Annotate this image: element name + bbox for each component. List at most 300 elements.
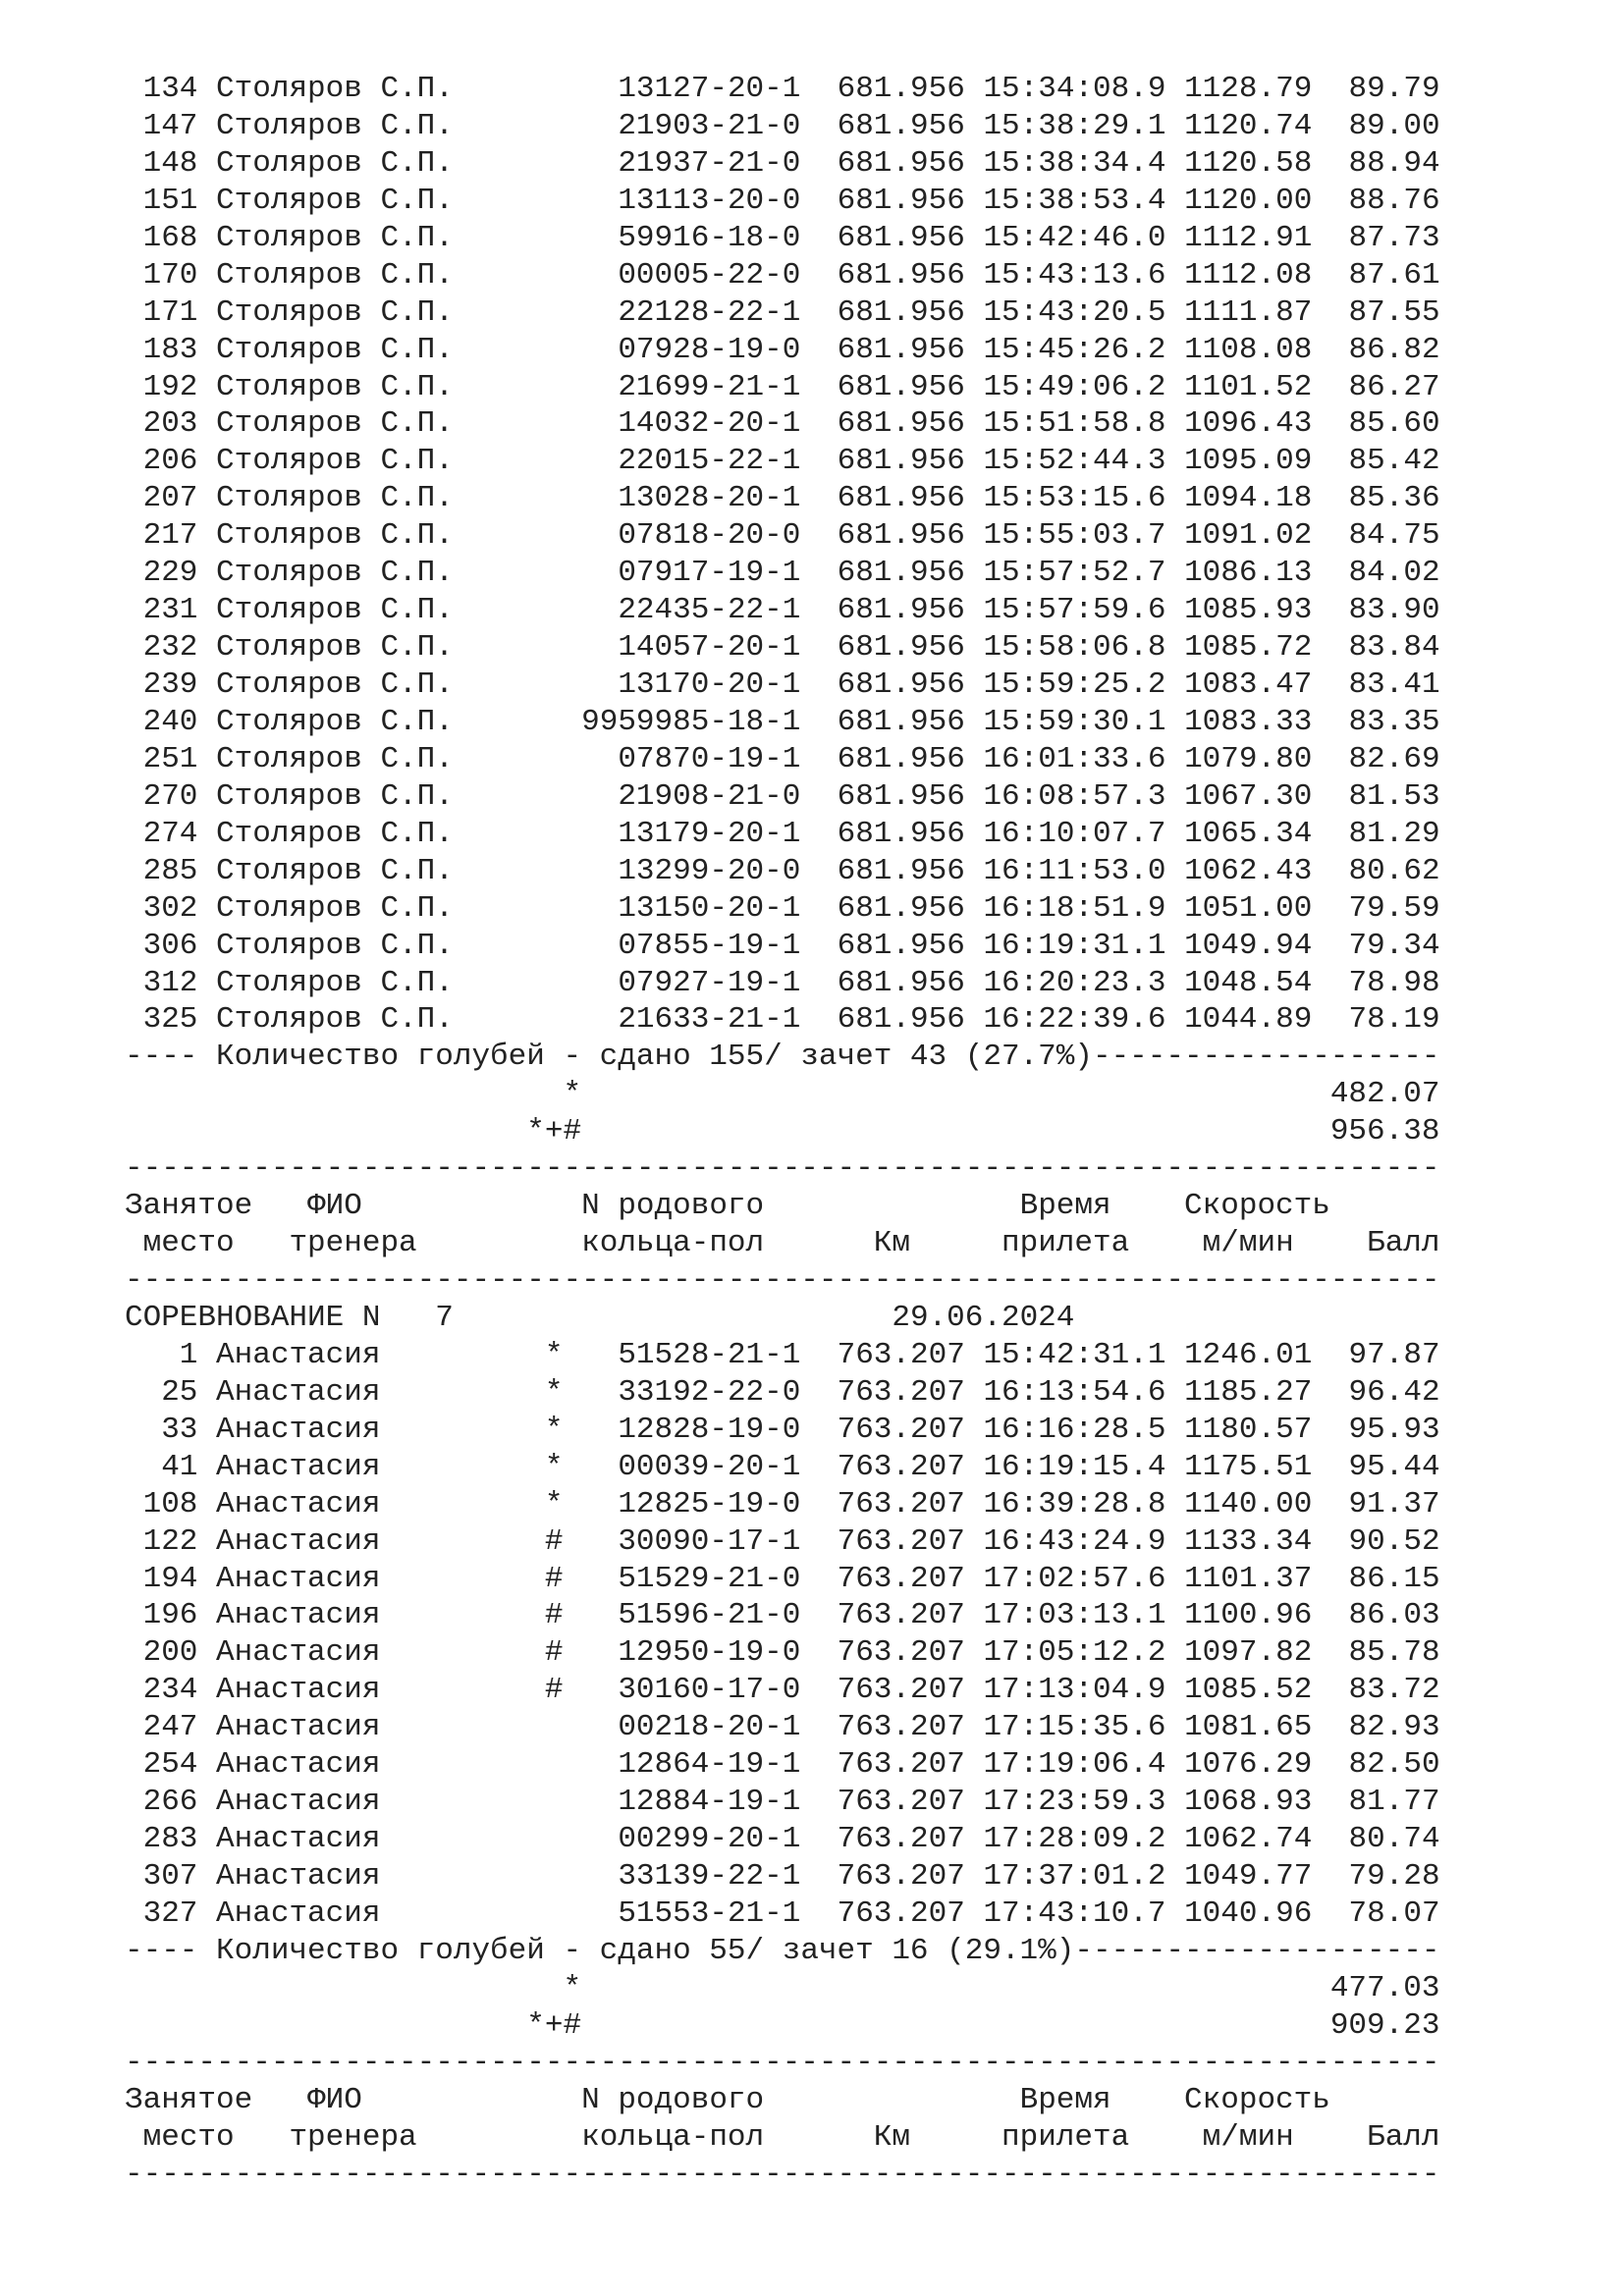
speed-cell: 1120.58: [1184, 145, 1313, 181]
col-speed-header-2: м/мин: [1202, 2119, 1294, 2155]
name-cell: Столяров С.П.: [216, 332, 509, 367]
score-cell: 85.78: [1348, 1635, 1440, 1671]
mark-cell: [545, 1896, 564, 1931]
ring-cell: 30090-17-1: [581, 1523, 801, 1559]
ring-cell: 13028-20-1: [581, 481, 801, 516]
ring-cell: 13127-20-1: [581, 72, 801, 106]
mark-cell: [545, 891, 564, 926]
score-cell: 87.61: [1348, 257, 1440, 293]
ring-cell: 14057-20-1: [581, 630, 801, 666]
speed-cell: 1044.89: [1184, 1002, 1313, 1038]
place-cell: 183: [125, 332, 198, 367]
table-row: [125, 890, 1440, 928]
name-cell: Столяров С.П.: [216, 556, 509, 591]
table-row: [125, 183, 1440, 220]
arrival-time-cell: 15:45:26.2: [983, 332, 1166, 367]
distance-cell: 681.956: [837, 853, 965, 888]
speed-cell: 1083.47: [1184, 667, 1313, 702]
total-combo-line: [125, 2007, 1440, 2045]
place-cell: 240: [125, 704, 198, 739]
place-cell: 151: [125, 183, 198, 218]
table-row: [125, 741, 1440, 778]
place-cell: 122: [125, 1523, 198, 1559]
name-cell: Анастасия: [216, 1374, 509, 1410]
distance-cell: 763.207: [837, 1673, 965, 1708]
table-row: [125, 1486, 1440, 1523]
mark-cell: #: [544, 1673, 564, 1708]
mark-cell: [545, 481, 564, 515]
mark-cell: [545, 966, 564, 1000]
place-cell: 302: [125, 890, 198, 926]
table-row: [125, 1561, 1440, 1598]
ring-cell: 51553-21-1: [581, 1896, 801, 1931]
ring-cell: 22435-22-1: [581, 593, 801, 628]
table-row: [125, 369, 1440, 406]
col-speed-header-2: м/мин: [1202, 1226, 1294, 1261]
place-cell: 270: [125, 778, 198, 814]
col-speed-header: Скорость: [1184, 1189, 1330, 1224]
col-speed-header: Скорость: [1184, 2082, 1330, 2117]
arrival-time-cell: 15:42:46.0: [983, 220, 1166, 255]
score-cell: 81.77: [1348, 1785, 1440, 1820]
speed-cell: 1128.79: [1184, 72, 1313, 106]
score-cell: 82.50: [1348, 1747, 1440, 1783]
speed-cell: 1048.54: [1184, 965, 1313, 1000]
arrival-time-cell: 16:11:53.0: [983, 853, 1166, 888]
mark-cell: #: [544, 1635, 564, 1671]
mark-cell: [545, 258, 564, 293]
speed-cell: 1079.80: [1184, 741, 1313, 776]
name-cell: Столяров С.П.: [216, 108, 509, 143]
speed-cell: 1180.57: [1184, 1412, 1313, 1447]
score-cell: 78.98: [1348, 965, 1440, 1000]
distance-cell: 681.956: [837, 593, 965, 628]
competition-number: 7: [435, 1300, 454, 1335]
arrival-time-cell: 17:43:10.7: [983, 1896, 1166, 1931]
score-cell: 85.42: [1348, 444, 1440, 479]
speed-cell: 1086.13: [1184, 556, 1313, 591]
score-cell: 86.27: [1348, 369, 1440, 404]
arrival-time-cell: 17:15:35.6: [983, 1710, 1166, 1745]
speed-cell: 1062.43: [1184, 853, 1313, 888]
col-ring-header: N родового: [581, 1189, 765, 1224]
ring-cell: 07818-20-0: [581, 518, 801, 554]
col-place-header-2: место: [142, 2119, 235, 2155]
competition-title: СОРЕВНОВАНИЕ N: [125, 1300, 381, 1335]
distance-cell: 681.956: [837, 890, 965, 926]
table-row: [125, 294, 1440, 332]
ring-cell: 51596-21-0: [581, 1598, 801, 1633]
table-row: [125, 667, 1440, 704]
distance-cell: 681.956: [837, 332, 965, 367]
place-cell: 25: [125, 1374, 198, 1410]
table-row: [125, 928, 1440, 965]
ring-cell: 13150-20-1: [581, 890, 801, 926]
score-cell: 87.55: [1348, 294, 1440, 330]
ring-cell: 07870-19-1: [581, 741, 801, 776]
speed-cell: 1100.96: [1184, 1598, 1313, 1633]
distance-cell: 763.207: [837, 1747, 965, 1783]
name-cell: Столяров С.П.: [216, 183, 509, 218]
place-cell: 147: [125, 108, 198, 143]
place-cell: 134: [125, 72, 198, 106]
score-cell: 83.84: [1348, 630, 1440, 666]
name-cell: Анастасия: [216, 1747, 509, 1783]
arrival-time-cell: 15:58:06.8: [983, 630, 1166, 666]
speed-cell: 1101.52: [1184, 369, 1313, 404]
place-cell: 274: [125, 816, 198, 851]
distance-cell: 763.207: [837, 1710, 965, 1745]
speed-cell: 1085.52: [1184, 1673, 1313, 1708]
name-cell: Столяров С.П.: [216, 406, 509, 442]
table-row: [125, 1412, 1440, 1449]
distance-cell: 681.956: [837, 518, 965, 554]
mark-cell: #: [544, 1598, 564, 1633]
mark-cell: *: [544, 1374, 564, 1410]
place-cell: 148: [125, 145, 198, 181]
table-row: [125, 71, 1440, 108]
mark-cell: [545, 72, 564, 106]
score-cell: 88.94: [1348, 145, 1440, 181]
arrival-time-cell: 17:37:01.2: [983, 1859, 1166, 1894]
speed-cell: 1049.94: [1184, 928, 1313, 963]
place-cell: 41: [125, 1449, 198, 1484]
table-row: [125, 1858, 1440, 1896]
speed-cell: 1108.08: [1184, 332, 1313, 367]
speed-cell: 1112.91: [1184, 220, 1313, 255]
name-cell: Анастасия: [216, 1785, 509, 1820]
speed-cell: 1111.87: [1184, 294, 1313, 330]
distance-cell: 763.207: [837, 1449, 965, 1484]
speed-cell: 1175.51: [1184, 1449, 1313, 1484]
col-ring-header-2: кольца-пол: [581, 2119, 765, 2155]
speed-cell: 1095.09: [1184, 444, 1313, 479]
mark-cell: [545, 779, 564, 814]
distance-cell: 681.956: [837, 369, 965, 404]
table-row: [125, 220, 1440, 257]
col-time-header: Время: [1019, 2082, 1111, 2117]
place-cell: 312: [125, 965, 198, 1000]
col-name-header-2: тренера: [289, 1226, 417, 1261]
distance-cell: 763.207: [837, 1523, 965, 1559]
table-row: [125, 443, 1440, 480]
summary-line: ---- Количество голубей - сдано 55/ зачет 16 (29.1%)--------------------: [125, 1933, 1440, 1968]
score-cell: 79.28: [1348, 1859, 1440, 1894]
arrival-time-cell: 15:53:15.6: [983, 481, 1166, 516]
col-km-header: Км: [873, 1226, 910, 1261]
score-cell: 86.15: [1348, 1561, 1440, 1596]
table-row: [125, 517, 1440, 555]
column-header-row-1: [125, 1188, 1440, 1225]
place-cell: 33: [125, 1412, 198, 1447]
place-cell: 239: [125, 667, 198, 702]
place-cell: 206: [125, 444, 198, 479]
summary-line: ---- Количество голубей - сдано 155/ зачет 43 (27.7%)-------------------: [125, 1040, 1440, 1075]
place-cell: 207: [125, 481, 198, 516]
name-cell: Анастасия: [216, 1598, 509, 1633]
distance-cell: 763.207: [837, 1337, 965, 1372]
distance-cell: 763.207: [837, 1859, 965, 1894]
name-cell: Столяров С.П.: [216, 778, 509, 814]
score-cell: 95.93: [1348, 1412, 1440, 1447]
ring-cell: 13170-20-1: [581, 667, 801, 702]
mark-cell: [545, 1710, 564, 1744]
name-cell: Анастасия: [216, 1561, 509, 1596]
table-row: [125, 108, 1440, 145]
speed-cell: 1185.27: [1184, 1374, 1313, 1410]
arrival-time-cell: 15:34:08.9: [983, 72, 1166, 106]
mark-cell: [545, 630, 564, 665]
mark-cell: [545, 444, 564, 478]
arrival-time-cell: 15:59:30.1: [983, 704, 1166, 739]
table-row: [125, 257, 1440, 294]
score-cell: 90.52: [1348, 1523, 1440, 1559]
arrival-time-cell: 15:38:53.4: [983, 183, 1166, 218]
name-cell: Анастасия: [216, 1710, 509, 1745]
name-cell: Анастасия: [216, 1412, 509, 1447]
distance-cell: 763.207: [837, 1374, 965, 1410]
arrival-time-cell: 15:57:59.6: [983, 593, 1166, 628]
ring-cell: 07927-19-1: [581, 965, 801, 1000]
score-cell: 80.74: [1348, 1822, 1440, 1857]
col-name-header: ФИО: [307, 1189, 362, 1224]
speed-cell: 1140.00: [1184, 1486, 1313, 1522]
col-score-header: Балл: [1367, 1226, 1440, 1261]
competition-title-line: [125, 1300, 1440, 1337]
score-cell: 96.42: [1348, 1374, 1440, 1410]
score-cell: 81.53: [1348, 778, 1440, 814]
mark-cell: *: [544, 1337, 564, 1372]
score-cell: 81.29: [1348, 816, 1440, 851]
ring-cell: 13113-20-0: [581, 183, 801, 218]
arrival-time-cell: 16:10:07.7: [983, 816, 1166, 851]
place-cell: 217: [125, 518, 198, 554]
score-cell: 82.69: [1348, 741, 1440, 776]
total-star-value: 482.07: [1329, 1077, 1440, 1112]
distance-cell: 681.956: [837, 556, 965, 591]
ring-cell: 00005-22-0: [581, 257, 801, 293]
arrival-time-cell: 15:38:34.4: [983, 145, 1166, 181]
table-row: [125, 1709, 1440, 1746]
name-cell: Анастасия: [216, 1896, 509, 1931]
place-cell: 285: [125, 853, 198, 888]
score-cell: 84.02: [1348, 556, 1440, 591]
distance-cell: 763.207: [837, 1598, 965, 1633]
place-cell: 196: [125, 1598, 198, 1633]
mark-cell: [545, 370, 564, 404]
speed-cell: 1133.34: [1184, 1523, 1313, 1559]
col-time-header-2: прилета: [1001, 1226, 1130, 1261]
speed-cell: 1085.72: [1184, 630, 1313, 666]
ring-cell: 21633-21-1: [581, 1002, 801, 1038]
arrival-time-cell: 16:18:51.9: [983, 890, 1166, 926]
table-row: [125, 816, 1440, 853]
mark-cell: *: [544, 1412, 564, 1447]
col-ring-header: N родового: [581, 2082, 765, 2117]
name-cell: Столяров С.П.: [216, 965, 509, 1000]
total-combo-label: *+#: [526, 2007, 582, 2043]
arrival-time-cell: 15:57:52.7: [983, 556, 1166, 591]
arrival-time-cell: 15:52:44.3: [983, 444, 1166, 479]
distance-cell: 681.956: [837, 1002, 965, 1038]
mark-cell: [545, 184, 564, 218]
arrival-time-cell: 16:39:28.8: [983, 1486, 1166, 1522]
distance-cell: 681.956: [837, 108, 965, 143]
place-cell: 200: [125, 1635, 198, 1671]
name-cell: Столяров С.П.: [216, 630, 509, 666]
score-cell: 83.35: [1348, 704, 1440, 739]
ring-cell: 51528-21-1: [581, 1337, 801, 1372]
table-row: [125, 1597, 1440, 1634]
ring-cell: 33139-22-1: [581, 1859, 801, 1894]
table-row: [125, 1523, 1440, 1561]
name-cell: Столяров С.П.: [216, 444, 509, 479]
divider: ------------------------------------------------------------------------: [125, 1263, 1440, 1298]
score-cell: 86.03: [1348, 1598, 1440, 1633]
table-row: [125, 555, 1440, 592]
distance-cell: 681.956: [837, 667, 965, 702]
place-cell: 108: [125, 1486, 198, 1522]
speed-cell: 1062.74: [1184, 1822, 1313, 1857]
mark-cell: [545, 929, 564, 963]
total-star-label: *: [563, 1970, 582, 2005]
arrival-time-cell: 15:38:29.1: [983, 108, 1166, 143]
arrival-time-cell: 17:03:13.1: [983, 1598, 1166, 1633]
arrival-time-cell: 15:42:31.1: [983, 1337, 1166, 1372]
col-place-header: Занятое: [125, 1189, 253, 1224]
arrival-time-cell: 17:19:06.4: [983, 1747, 1166, 1783]
table-row: [125, 405, 1440, 443]
score-cell: 82.93: [1348, 1710, 1440, 1745]
distance-cell: 681.956: [837, 630, 965, 666]
col-time-header: Время: [1019, 1189, 1111, 1224]
table-row: [125, 778, 1440, 816]
place-cell: 251: [125, 741, 198, 776]
speed-cell: 1051.00: [1184, 890, 1313, 926]
col-name-header-2: тренера: [289, 2119, 417, 2155]
total-combo-value: 909.23: [1329, 2007, 1440, 2043]
name-cell: Столяров С.П.: [216, 481, 509, 516]
distance-cell: 681.956: [837, 220, 965, 255]
ring-cell: 22128-22-1: [581, 294, 801, 330]
ring-cell: 21903-21-0: [581, 108, 801, 143]
total-combo-label: *+#: [526, 1114, 582, 1149]
mark-cell: [545, 593, 564, 627]
distance-cell: 681.956: [837, 741, 965, 776]
place-cell: 247: [125, 1710, 198, 1745]
score-cell: 85.36: [1348, 481, 1440, 516]
name-cell: Анастасия: [216, 1859, 509, 1894]
name-cell: Столяров С.П.: [216, 369, 509, 404]
table-row: [125, 1449, 1440, 1486]
place-cell: 203: [125, 406, 198, 442]
table-row: [125, 704, 1440, 741]
ring-cell: 13179-20-1: [581, 816, 801, 851]
arrival-time-cell: 16:19:31.1: [983, 928, 1166, 963]
arrival-time-cell: 17:02:57.6: [983, 1561, 1166, 1596]
col-km-header: Км: [873, 2119, 910, 2155]
speed-cell: 1096.43: [1184, 406, 1313, 442]
distance-cell: 681.956: [837, 183, 965, 218]
ring-cell: 13299-20-0: [581, 853, 801, 888]
speed-cell: 1094.18: [1184, 481, 1313, 516]
table-row: [125, 965, 1440, 1002]
results-printout: [125, 71, 1440, 2193]
total-combo-line: [125, 1113, 1440, 1150]
col-name-header: ФИО: [307, 2082, 362, 2117]
mark-cell: *: [544, 1486, 564, 1522]
speed-cell: 1120.74: [1184, 108, 1313, 143]
mark-cell: [545, 1859, 564, 1894]
column-header-row-2: [125, 1225, 1440, 1262]
mark-cell: [545, 742, 564, 776]
mark-cell: [545, 1002, 564, 1037]
ring-cell: 9959985-18-1: [581, 704, 801, 739]
ring-cell: 30160-17-0: [581, 1673, 801, 1708]
speed-cell: 1068.93: [1184, 1785, 1313, 1820]
ring-cell: 14032-20-1: [581, 406, 801, 442]
ring-cell: 21937-21-0: [581, 145, 801, 181]
place-cell: 266: [125, 1785, 198, 1820]
ring-cell: 33192-22-0: [581, 1374, 801, 1410]
mark-cell: [545, 1785, 564, 1819]
score-cell: 95.44: [1348, 1449, 1440, 1484]
table-row: [125, 1784, 1440, 1821]
speed-cell: 1091.02: [1184, 518, 1313, 554]
arrival-time-cell: 15:43:20.5: [983, 294, 1166, 330]
total-star-line: [125, 1076, 1440, 1113]
name-cell: Столяров С.П.: [216, 928, 509, 963]
name-cell: Столяров С.П.: [216, 518, 509, 554]
arrival-time-cell: 17:05:12.2: [983, 1635, 1166, 1671]
ring-cell: 00039-20-1: [581, 1449, 801, 1484]
ring-cell: 22015-22-1: [581, 444, 801, 479]
distance-cell: 763.207: [837, 1412, 965, 1447]
mark-cell: [545, 109, 564, 143]
ring-cell: 21699-21-1: [581, 369, 801, 404]
total-star-line: [125, 1970, 1440, 2007]
arrival-time-cell: 17:23:59.3: [983, 1785, 1166, 1820]
distance-cell: 681.956: [837, 72, 965, 106]
mark-cell: [545, 817, 564, 851]
ring-cell: 12864-19-1: [581, 1747, 801, 1783]
place-cell: 327: [125, 1896, 198, 1931]
speed-cell: 1097.82: [1184, 1635, 1313, 1671]
score-cell: 80.62: [1348, 853, 1440, 888]
table-row: [125, 1746, 1440, 1784]
col-place-header-2: место: [142, 1226, 235, 1261]
speed-cell: 1120.00: [1184, 183, 1313, 218]
mark-cell: [545, 295, 564, 330]
name-cell: Столяров С.П.: [216, 145, 509, 181]
mark-cell: [545, 518, 564, 553]
distance-cell: 681.956: [837, 444, 965, 479]
table-row: [125, 1374, 1440, 1412]
ring-cell: 07917-19-1: [581, 556, 801, 591]
distance-cell: 681.956: [837, 965, 965, 1000]
name-cell: Анастасия: [216, 1486, 509, 1522]
speed-cell: 1085.93: [1184, 593, 1313, 628]
arrival-time-cell: 16:13:54.6: [983, 1374, 1166, 1410]
mark-cell: #: [544, 1561, 564, 1596]
name-cell: Анастасия: [216, 1635, 509, 1671]
arrival-time-cell: 17:13:04.9: [983, 1673, 1166, 1708]
place-cell: 194: [125, 1561, 198, 1596]
place-cell: 307: [125, 1859, 198, 1894]
arrival-time-cell: 16:01:33.6: [983, 741, 1166, 776]
place-cell: 170: [125, 257, 198, 293]
table-row: [125, 1896, 1440, 1933]
